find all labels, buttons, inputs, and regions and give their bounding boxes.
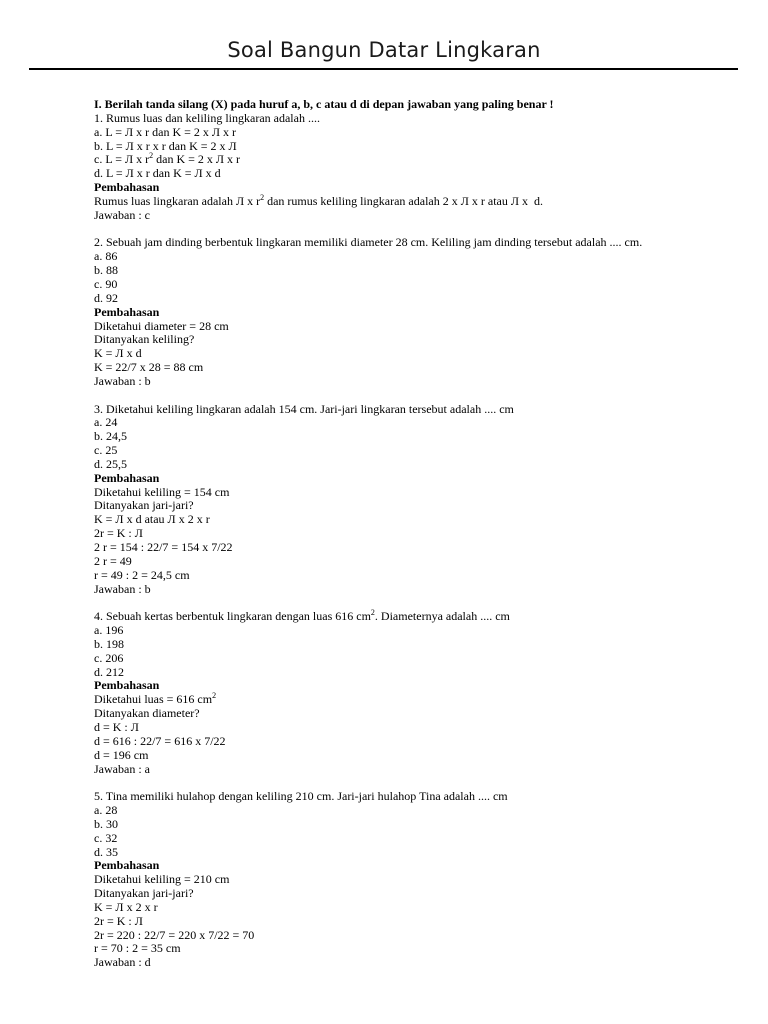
option-c: c. 206 bbox=[94, 650, 124, 665]
explanation-part: Rumus luas lingkaran adalah Л x r bbox=[94, 193, 261, 208]
explanation-step: r = 70 : 2 = 35 cm bbox=[94, 941, 181, 956]
option-d: d. L = Л x r dan K = Л x d bbox=[94, 166, 221, 181]
explanation-step: K = Л x 2 x r bbox=[94, 899, 158, 914]
explanation-part: dan rumus keliling lingkaran adalah 2 x Л x r atau Л x d. bbox=[264, 193, 543, 208]
section-instruction: I. Berilah tanda silang (X) pada huruf a, b, c atau d di depan jawaban yang paling benar ! bbox=[94, 97, 554, 111]
explanation-step: Diketahui keliling = 210 cm bbox=[94, 872, 230, 887]
answer: Jawaban : c bbox=[94, 207, 150, 222]
explanation-step bbox=[94, 693, 734, 707]
document-body bbox=[94, 98, 734, 970]
explanation-step: K = Л x d bbox=[94, 346, 142, 361]
explanation-step: 2 r = 49 bbox=[94, 553, 132, 568]
explanation-step: Ditanyakan keliling? bbox=[94, 332, 195, 347]
explanation-step: Diketahui diameter = 28 cm bbox=[94, 318, 229, 333]
option-b: b. 30 bbox=[94, 816, 118, 831]
option-text: dan K = 2 x Л x r bbox=[153, 152, 241, 167]
option-c: c. 32 bbox=[94, 830, 118, 845]
question-text bbox=[94, 610, 734, 624]
option-b: b. 24,5 bbox=[94, 429, 127, 444]
superscript: 2 bbox=[260, 192, 265, 202]
question-part: . Diameternya adalah .... cm bbox=[374, 609, 510, 624]
question-text: 1. Rumus luas dan keliling lingkaran adalah .... bbox=[94, 110, 320, 125]
question-2 bbox=[94, 236, 734, 388]
explanation-heading: Pembahasan bbox=[94, 180, 160, 195]
answer: Jawaban : b bbox=[94, 581, 151, 596]
answer: Jawaban : a bbox=[94, 761, 150, 776]
option-a: a. 86 bbox=[94, 249, 118, 264]
explanation-step: K = 22/7 x 28 = 88 cm bbox=[94, 360, 204, 375]
explanation-step: 2r = K : Л bbox=[94, 913, 143, 928]
explanation-text bbox=[94, 192, 734, 209]
explanation-step: Ditanyakan jari-jari? bbox=[94, 498, 194, 513]
question-1 bbox=[94, 112, 734, 223]
page-title: Soal Bangun Datar Lingkaran bbox=[227, 38, 541, 62]
option-b: b. 88 bbox=[94, 263, 118, 278]
option-d: d. 92 bbox=[94, 290, 118, 305]
explanation-step: Ditanyakan jari-jari? bbox=[94, 886, 194, 901]
explanation-step: 2r = 220 : 22/7 = 220 x 7/22 = 70 bbox=[94, 927, 255, 942]
explanation-step: 2r = K : Л bbox=[94, 526, 143, 541]
option-a: a. 24 bbox=[94, 415, 118, 430]
explanation-step: Ditanyakan diameter? bbox=[94, 706, 200, 721]
explanation-step: d = 616 : 22/7 = 616 x 7/22 bbox=[94, 733, 226, 748]
explanation-step: 2 r = 154 : 22/7 = 154 x 7/22 bbox=[94, 540, 233, 554]
question-part: 4. Sebuah kertas berbentuk lingkaran dengan luas 616 cm bbox=[94, 609, 371, 624]
option-a: a. 196 bbox=[94, 623, 124, 638]
option-d: d. 35 bbox=[94, 844, 118, 859]
question-4 bbox=[94, 610, 734, 776]
explanation-heading: Pembahasan bbox=[94, 304, 160, 319]
question-text: 2. Sebuah jam dinding berbentuk lingkaran memiliki diameter 28 cm. Keliling jam dinding tersebut adalah .... cm. bbox=[94, 235, 643, 250]
option-c bbox=[94, 153, 734, 167]
question-5 bbox=[94, 790, 734, 970]
question-text: 5. Tina memiliki hulahop dengan keliling 210 cm. Jari-jari hulahop Tina adalah .... cm bbox=[94, 789, 508, 804]
explanation-heading: Pembahasan bbox=[94, 678, 160, 693]
explanation-step: d = K : Л bbox=[94, 719, 139, 734]
superscript: 2 bbox=[370, 608, 375, 618]
option-c: c. 90 bbox=[94, 276, 118, 291]
option-a: a. 28 bbox=[94, 803, 118, 818]
question-3 bbox=[94, 403, 734, 597]
explanation-step: Diketahui keliling = 154 cm bbox=[94, 484, 230, 499]
option-b: b. 198 bbox=[94, 636, 124, 651]
explanation-heading: Pembahasan bbox=[94, 470, 160, 485]
option-c: c. 25 bbox=[94, 443, 118, 458]
option-text: c. L = Л x r bbox=[94, 152, 150, 167]
explanation-step: K = Л x d atau Л x 2 x r bbox=[94, 512, 210, 527]
option-d: d. 25,5 bbox=[94, 456, 127, 471]
explanation-heading: Pembahasan bbox=[94, 858, 160, 873]
title-divider bbox=[29, 68, 738, 70]
superscript: 2 bbox=[212, 691, 217, 701]
answer: Jawaban : d bbox=[94, 955, 151, 970]
superscript: 2 bbox=[149, 151, 154, 161]
option-a: a. L = Л x r dan K = 2 x Л x r bbox=[94, 124, 237, 139]
option-d: d. 212 bbox=[94, 664, 124, 679]
answer: Jawaban : b bbox=[94, 373, 151, 388]
explanation-step: d = 196 cm bbox=[94, 747, 149, 762]
option-b: b. L = Л x r x r dan K = 2 x Л bbox=[94, 138, 237, 153]
explanation-part: Diketahui luas = 616 cm bbox=[94, 692, 213, 707]
question-text: 3. Diketahui keliling lingkaran adalah 154 cm. Jari-jari lingkaran tersebut adalah .... cm bbox=[94, 401, 514, 416]
explanation-step: r = 49 : 2 = 24,5 cm bbox=[94, 567, 190, 582]
